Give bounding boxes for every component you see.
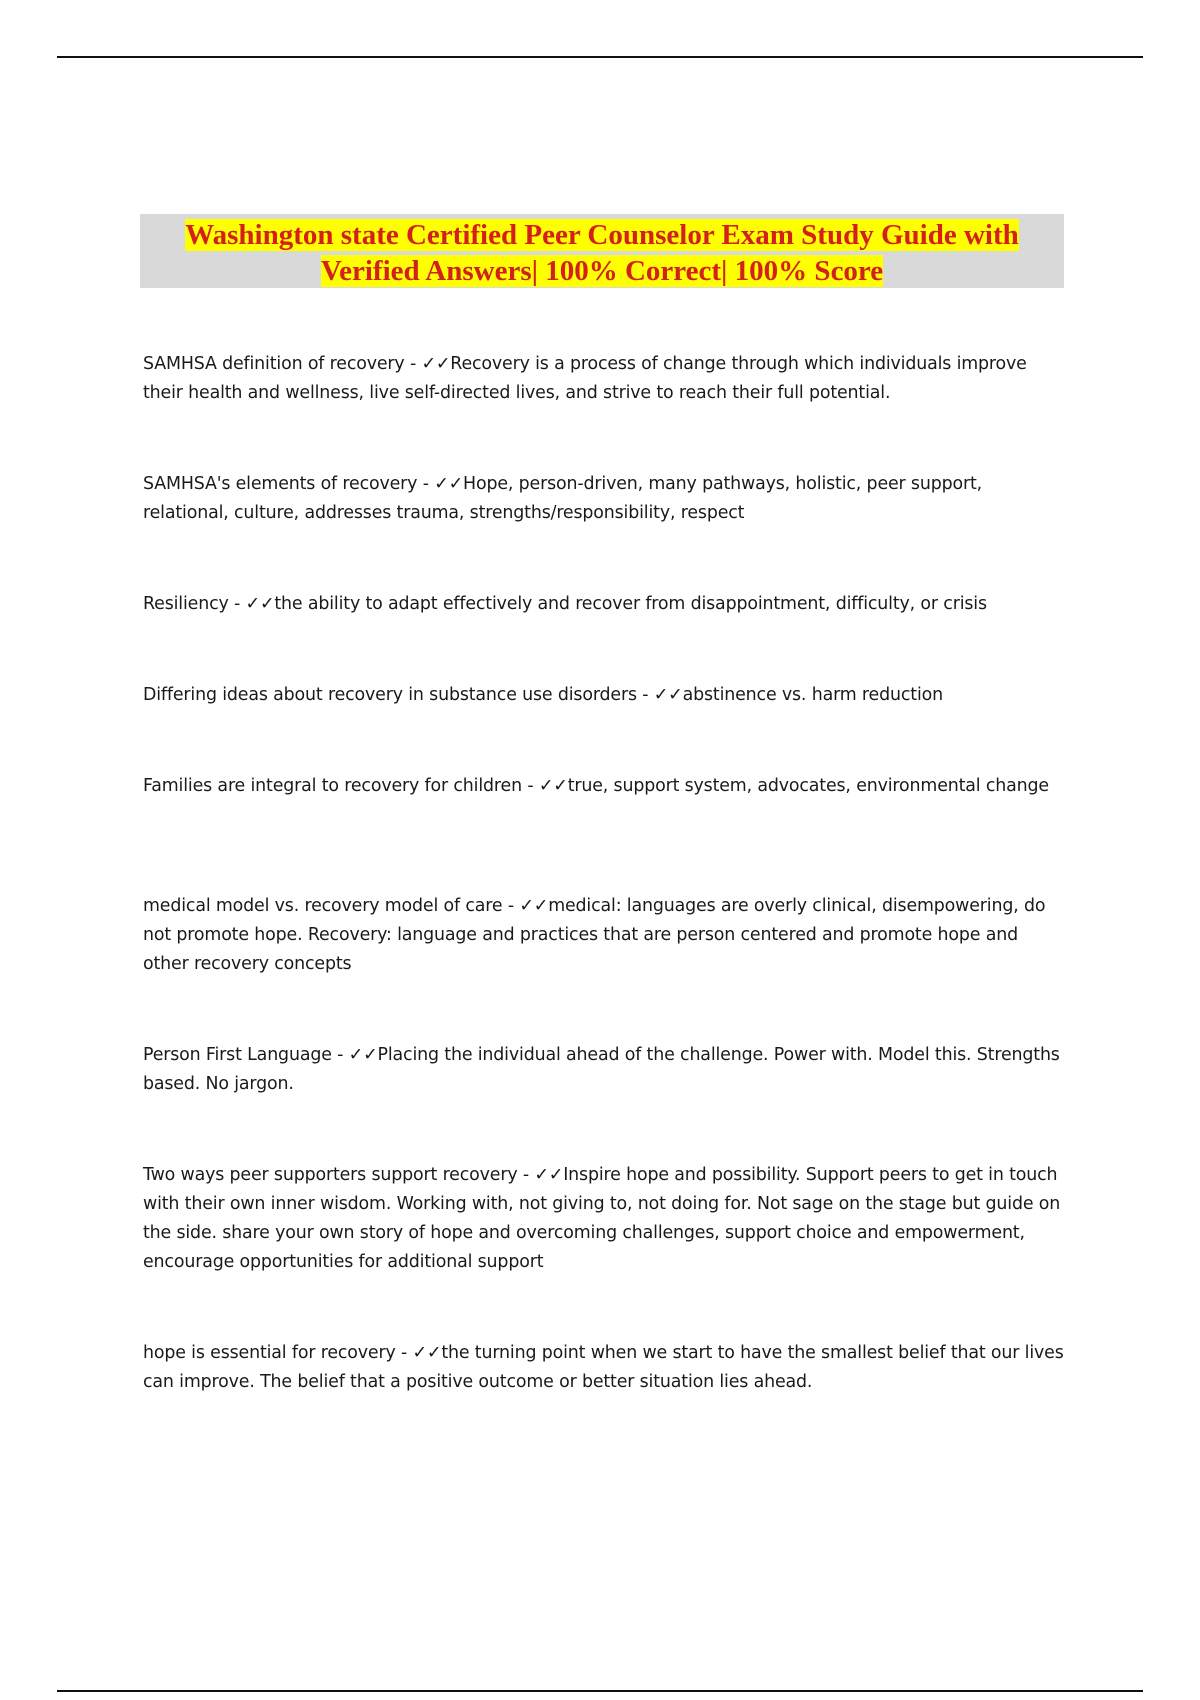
check-mark-icon: ✓✓ — [421, 354, 451, 374]
qa-term: Person First Language — [143, 1045, 332, 1065]
qa-item — [143, 1339, 1068, 1397]
qa-separator: - — [228, 594, 246, 614]
qa-term: hope is essential for recovery — [143, 1343, 396, 1363]
check-mark-icon: ✓✓ — [534, 1165, 564, 1185]
document-title — [140, 214, 1064, 289]
qa-term: SAMHSA's elements of recovery — [143, 474, 418, 494]
qa-answer: abstinence vs. harm reduction — [682, 685, 943, 705]
qa-item — [143, 1041, 1068, 1099]
qa-item — [143, 681, 943, 710]
qa-term: Two ways peer supporters support recovery — [143, 1165, 518, 1185]
qa-item — [143, 590, 987, 619]
qa-separator: - — [636, 685, 654, 705]
qa-item — [143, 892, 1068, 979]
check-mark-icon: ✓✓ — [434, 474, 464, 494]
qa-answer: the turning point when we start to have the smallest belief that our lives can improve. The belief that a positive outcome or better situation lies ahead. — [143, 1343, 1064, 1392]
top-rule — [57, 56, 1143, 58]
qa-separator: - — [331, 1045, 349, 1065]
qa-answer: Recovery is a process of change through which individuals improve their health and wellness, live self-directed lives, and strive to reach their full potential. — [143, 354, 1027, 403]
qa-term: Families are integral to recovery for children — [143, 776, 522, 796]
qa-separator: - — [517, 1165, 535, 1185]
qa-separator: - — [521, 776, 539, 796]
qa-answer: the ability to adapt effectively and recover from disappointment, difficulty, or crisis — [274, 594, 987, 614]
title-line-1: Washington state Certified Peer Counselor Exam Study Guide with — [185, 219, 1019, 251]
qa-answer: true, support system, advocates, environmental change — [567, 776, 1049, 796]
qa-item — [143, 470, 1068, 528]
qa-separator: - — [502, 896, 520, 916]
document-title-block — [140, 214, 1064, 288]
check-mark-icon: ✓✓ — [412, 1343, 442, 1363]
qa-separator: - — [417, 474, 435, 494]
qa-term: medical model vs. recovery model of care — [143, 896, 503, 916]
check-mark-icon: ✓✓ — [653, 685, 683, 705]
qa-item — [143, 1161, 1068, 1277]
qa-item — [143, 772, 1049, 801]
qa-answer: Hope, person-driven, many pathways, holistic, peer support, relational, culture, addresses trauma, strengths/responsibility, respect — [143, 474, 983, 523]
qa-answer: Placing the individual ahead of the challenge. Power with. Model this. Strengths based. No jargon. — [143, 1045, 1060, 1094]
qa-answer: Inspire hope and possibility. Support peers to get in touch with their own inner wisdom. Working with, not giving to, not doing for. Not sage on the stage but guide on the side. share your own story of hope and overcoming challenges, support choice and empowerment, encourage opportunities for additional support — [143, 1165, 1061, 1272]
title-line-2: Verified Answers| 100% Correct| 100% Score — [320, 255, 884, 287]
qa-answer: medical: languages are overly clinical, disempowering, do not promote hope. Recovery: language and practices that are person centered and promote hope and other recovery concepts — [143, 896, 1046, 974]
bottom-rule — [57, 1690, 1143, 1692]
qa-term: Differing ideas about recovery in substance use disorders — [143, 685, 637, 705]
qa-separator: - — [404, 354, 422, 374]
check-mark-icon: ✓✓ — [245, 594, 275, 614]
qa-separator: - — [395, 1343, 413, 1363]
qa-item — [143, 350, 1068, 408]
qa-term: Resiliency — [143, 594, 229, 614]
check-mark-icon: ✓✓ — [348, 1045, 378, 1065]
check-mark-icon: ✓✓ — [538, 776, 568, 796]
check-mark-icon: ✓✓ — [519, 896, 549, 916]
qa-term: SAMHSA definition of recovery — [143, 354, 405, 374]
